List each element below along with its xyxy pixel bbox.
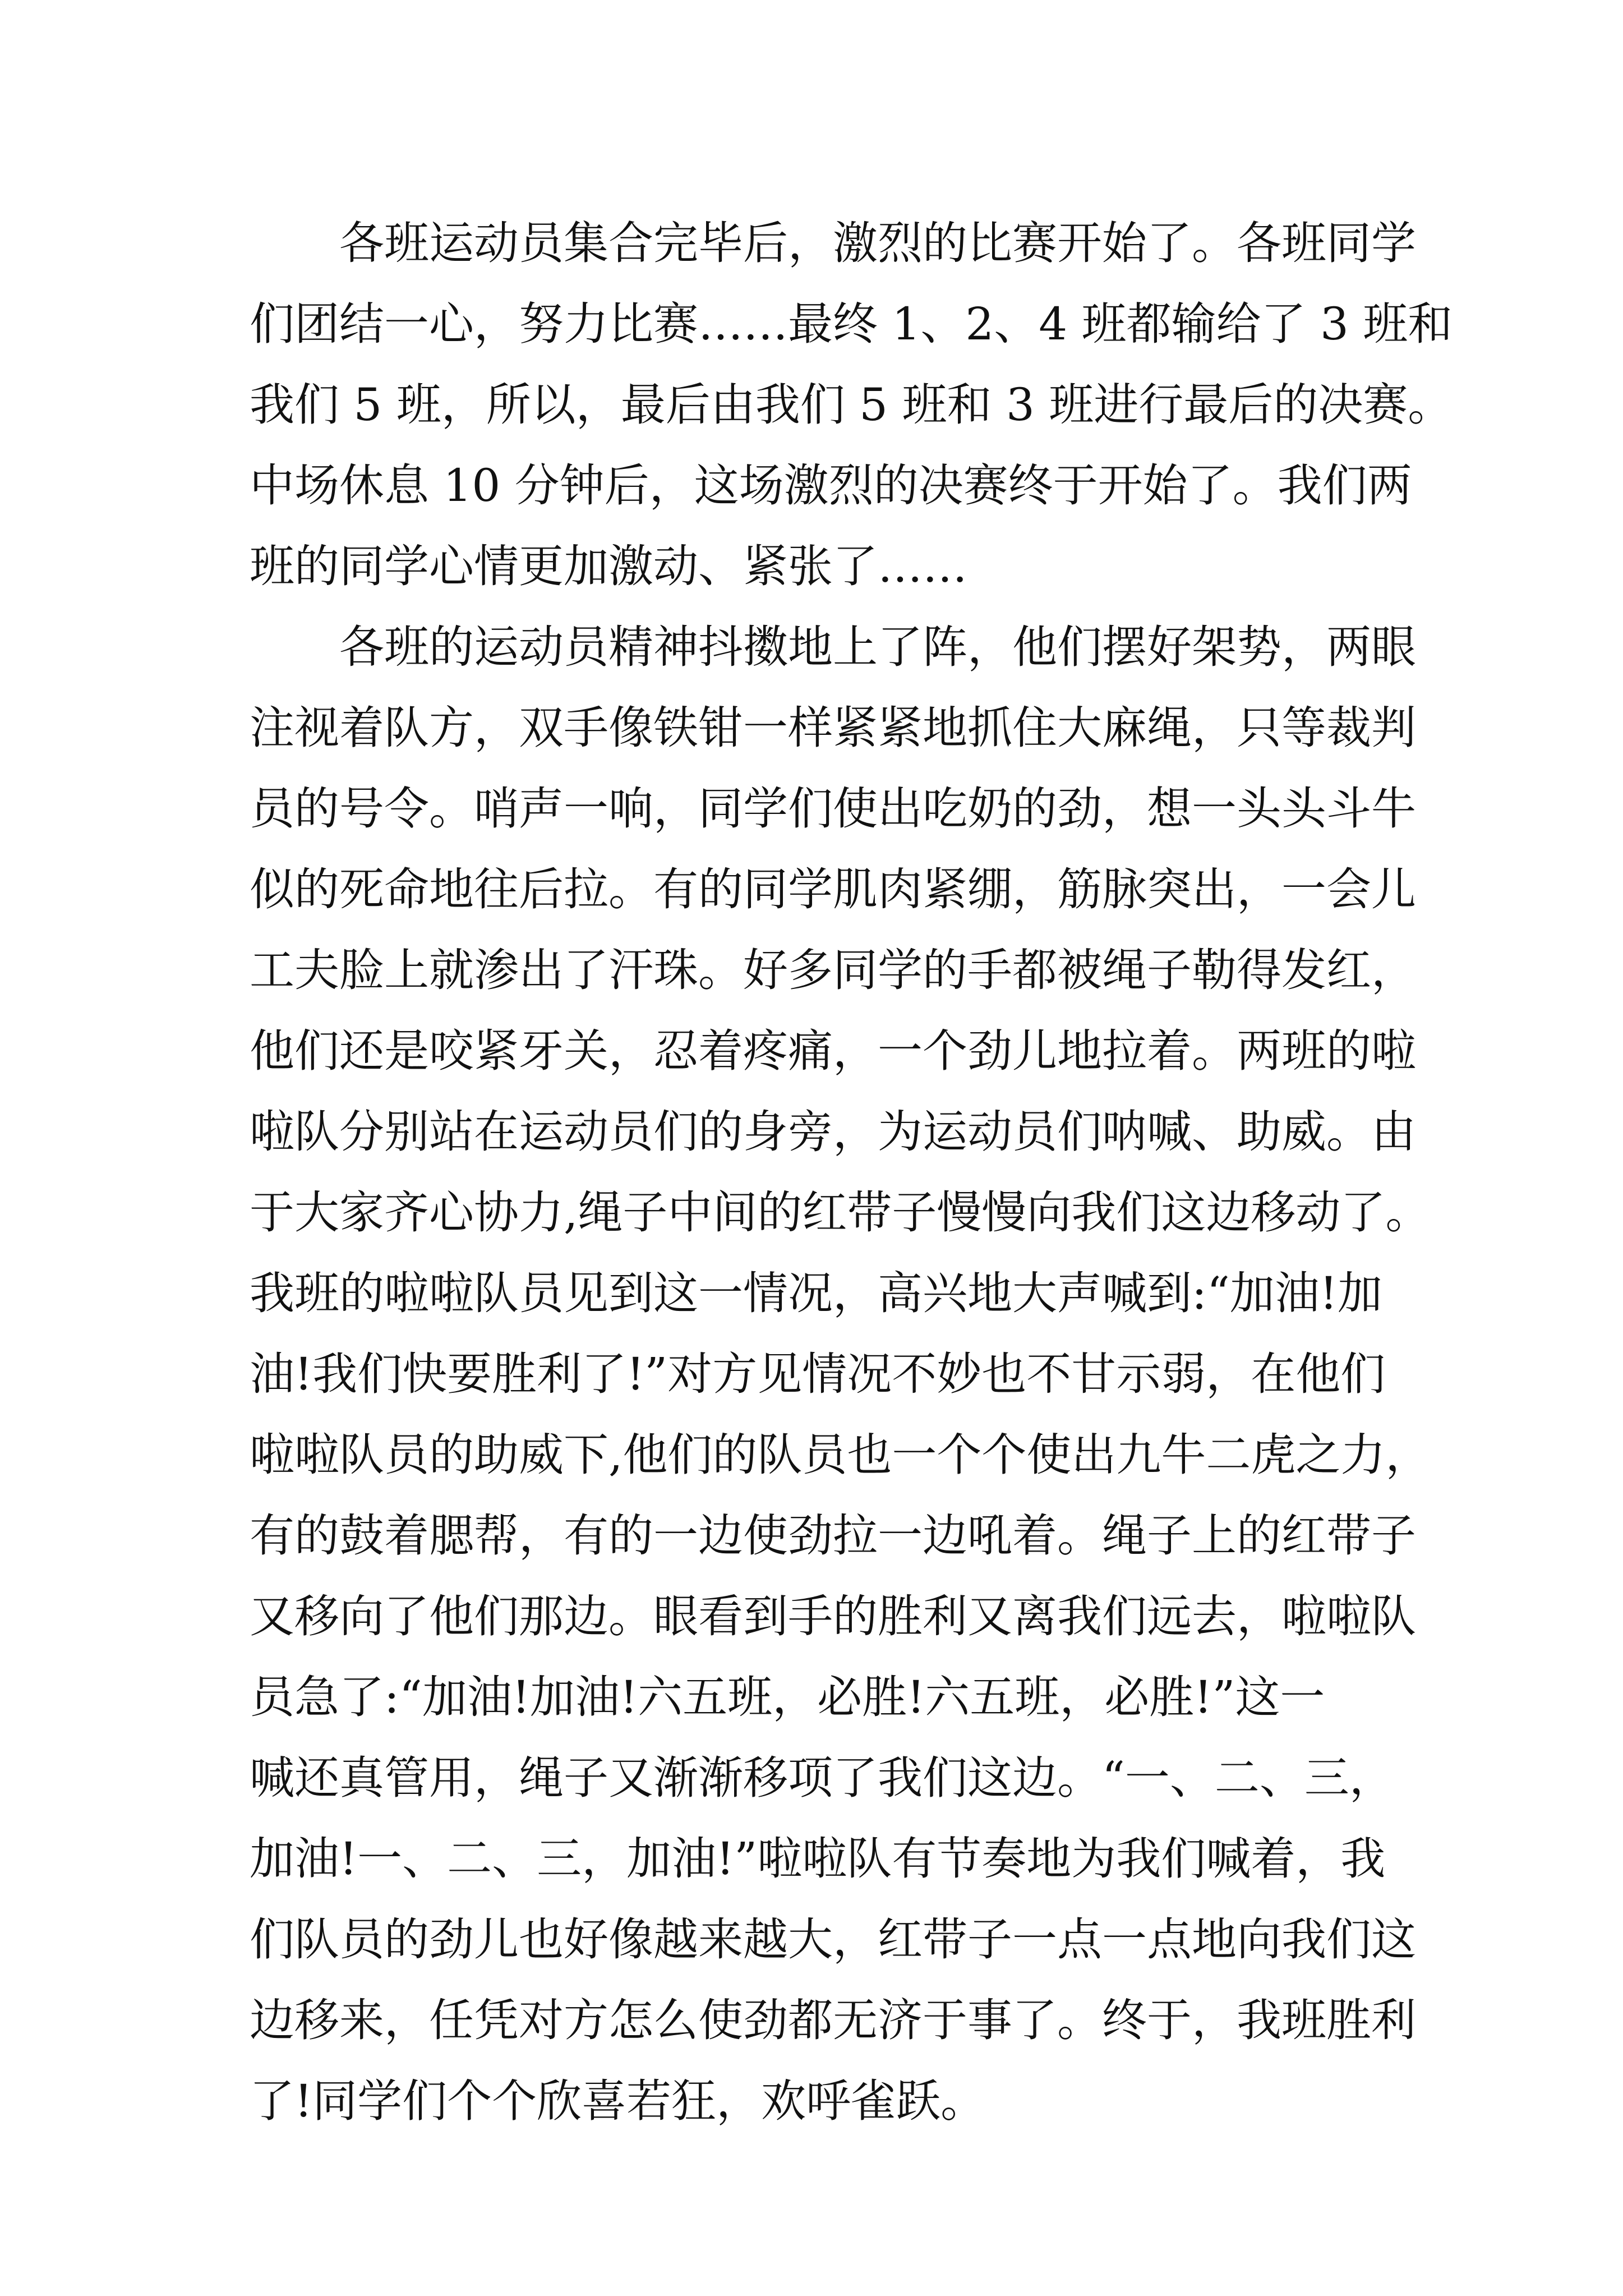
text-line: 啦队分别站在运动员们的身旁，为运动员们呐喊、助威。由 — [250, 1106, 1416, 1158]
text-line: 各班的运动员精神抖擞地上了阵，他们摆好架势，两眼 — [250, 621, 1416, 673]
text-line: 他们还是咬紧牙关，忍着疼痛，一个劲儿地拉着。两班的啦 — [250, 1025, 1416, 1077]
text-line: 喊还真管用，绳子又渐渐移项了我们这边。“一、二、三， — [250, 1752, 1394, 1804]
text-line: 中场休息 10 分钟后，这场激烈的决赛终于开始了。我们两 — [250, 459, 1412, 512]
text-line: 员的号令。哨声一响，同学们使出吃奶的劲，想一头头斗牛 — [250, 783, 1416, 835]
text-line: 们队员的劲儿也好像越来越大，红带子一点一点地向我们这 — [250, 1913, 1416, 1966]
text-line: 又移向了他们那边。眼看到手的胜利又离我们远去，啦啦队 — [250, 1590, 1416, 1642]
text-line: 员急了:“加油!加油!六五班，必胜!六五班，必胜!”这一 — [250, 1671, 1325, 1723]
text-line: 啦啦队员的助威下,他们的队员也一个个使出九牛二虎之力， — [250, 1429, 1431, 1481]
text-line: 有的鼓着腮帮，有的一边使劲拉一边吼着。绳子上的红带子 — [250, 1510, 1416, 1562]
text-line: 注视着队方，双手像铁钳一样紧紧地抓住大麻绳，只等裁判 — [250, 702, 1416, 754]
text-line: 我们 5 班，所以，最后由我们 5 班和 3 班进行最后的决赛。 — [250, 379, 1453, 431]
text-line: 边移来，任凭对方怎么使劲都无济于事了。终于，我班胜利 — [250, 1994, 1416, 2046]
text-line: 油!我们快要胜利了!”对方见情况不妙也不甘示弱，在他们 — [250, 1348, 1386, 1400]
text-line: 班的同学心情更加激动、紧张了…… — [250, 540, 967, 592]
text-line: 我班的啦啦队员见到这一情况，高兴地大声喊到:“加油!加 — [250, 1267, 1382, 1319]
text-line: 加油!一、二、三，加油!”啦啦队有节奏地为我们喊着，我 — [250, 1833, 1386, 1885]
text-line: 似的死命地往后拉。有的同学肌肉紧绷，筋脉突出，一会儿 — [250, 863, 1416, 915]
text-line: 们团结一心，努力比赛……最终 1、2、4 班都输给了 3 班和 — [250, 298, 1453, 350]
body-text — [250, 203, 1453, 2142]
text-line: 各班运动员集合完毕后，激烈的比赛开始了。各班同学 — [250, 217, 1416, 269]
text-line: 工夫脸上就渗出了汗珠。好多同学的手都被绳子勒得发红， — [250, 944, 1416, 996]
text-line: 于大家齐心协力,绳子中间的红带子慢慢向我们这边移动了。 — [250, 1186, 1431, 1239]
text-line: 了!同学们个个欣喜若狂，欢呼雀跃。 — [250, 2075, 986, 2127]
